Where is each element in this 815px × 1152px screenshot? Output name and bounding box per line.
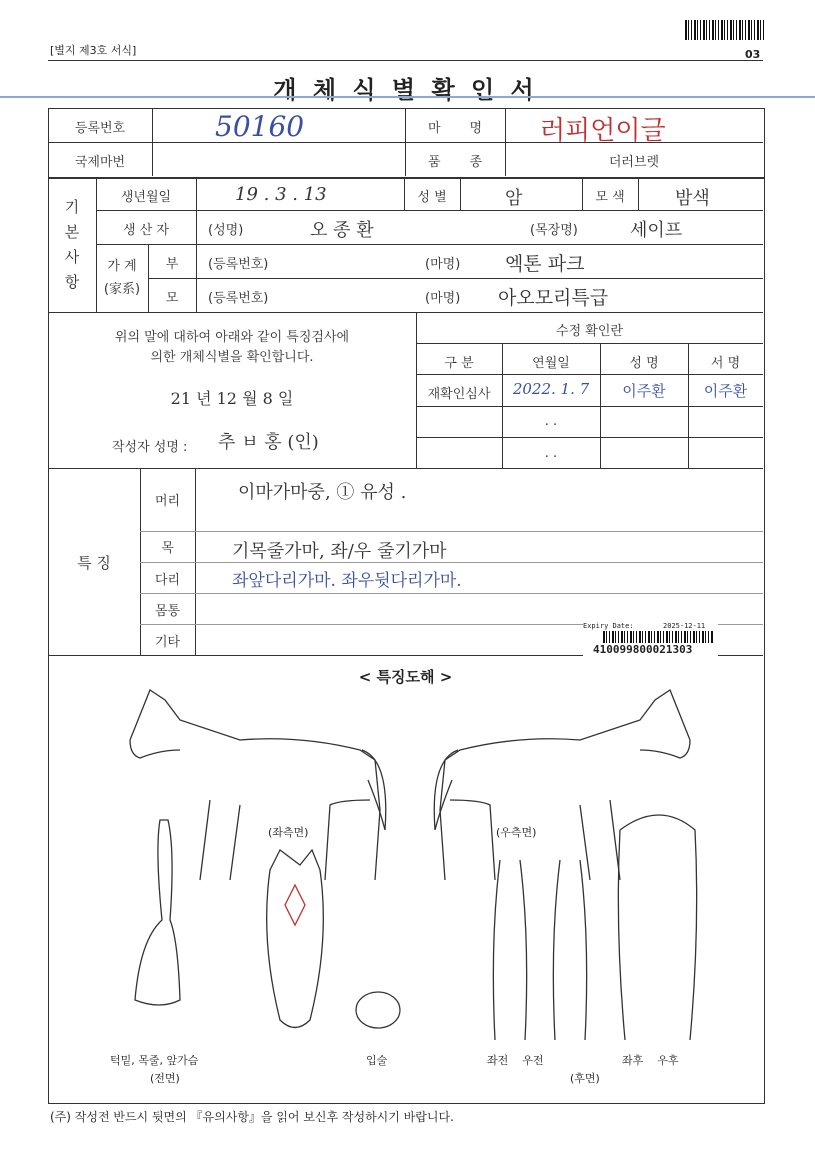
- sex-value: 암: [505, 188, 523, 209]
- sticker-barcode: [603, 631, 713, 643]
- front-chest-outline: [135, 820, 180, 1005]
- head-value: 이마가마중, ① 유성 .: [238, 482, 407, 503]
- right-side-caption: (우측면): [496, 826, 537, 839]
- basic-section-label: 기본사항: [64, 198, 80, 291]
- right-horse-outline: [440, 690, 690, 880]
- revision-row-date: . .: [544, 414, 558, 429]
- front-legs-caption: 좌전 우전: [487, 1054, 544, 1067]
- blue-guide-line: [0, 96, 815, 98]
- hind-legs-caption: 좌후 우후: [622, 1054, 679, 1067]
- statement-line1: 위의 말에 대하여 아래와 같이 특징검사에: [114, 330, 350, 345]
- left-horse-tail: [362, 750, 386, 830]
- revision-col-sign: 서 명: [710, 356, 741, 371]
- front-view-caption: (전면): [150, 1072, 180, 1085]
- sire-name-hint: (마명): [425, 257, 461, 272]
- page-title: 개 체 식 별 확 인 서: [273, 76, 538, 104]
- confirmation-date: 21 년 12 월 8 일: [170, 389, 294, 408]
- other-label: 기타: [154, 635, 181, 650]
- revision-row-date: . .: [544, 446, 558, 461]
- left-horse-outline: [130, 690, 380, 880]
- dam-name-hint: (마명): [425, 291, 461, 306]
- form-label: [별지 제3호 서식]: [50, 44, 137, 57]
- dam-reg-hint: (등록번호): [208, 291, 269, 306]
- birth-label: 생년월일: [120, 190, 172, 205]
- diagram-heading: < 특징도해 >: [358, 668, 453, 686]
- top-barcode: [685, 20, 765, 40]
- revision-col-name: 성 명: [629, 356, 659, 371]
- sire-label: 부: [165, 257, 179, 272]
- breed-label: 품 종: [427, 155, 483, 170]
- revision-row-name: 이주환: [622, 382, 666, 400]
- head-label: 머리: [154, 494, 181, 509]
- front-head-outline: [267, 850, 324, 1028]
- dam-label: 모: [165, 291, 179, 306]
- body-label: 몸통: [154, 604, 181, 619]
- revision-row-category: 재확인심사: [427, 387, 491, 402]
- horse-name-value: 러피언이글: [540, 116, 666, 146]
- dam-name-value: 아오모리특급: [498, 287, 609, 309]
- title-top-rule: [48, 60, 763, 61]
- star-marking: [285, 885, 305, 925]
- legs-value: 좌앞다리가마. 좌우뒷다리가마.: [232, 571, 462, 591]
- sticker-code: 410099800021303: [593, 643, 693, 656]
- lineage-sub: (家系): [103, 282, 141, 297]
- features-section-label: 특 징: [77, 554, 111, 572]
- horse-diagram: [100, 680, 720, 1080]
- lineage-label: 가 계: [107, 259, 137, 274]
- revision-heading: 수정 확인란: [556, 324, 623, 339]
- revision-row-sign: 이주환: [703, 382, 748, 400]
- color-label: 모 색: [595, 190, 625, 205]
- sex-label: 성 별: [417, 190, 447, 205]
- statement-line2: 의한 개체식별을 확인합니다.: [150, 350, 314, 365]
- producer-name-hint: (성명): [208, 223, 244, 238]
- muzzle-caption: 입술: [366, 1054, 388, 1067]
- rear-view-caption: (후면): [570, 1072, 600, 1085]
- legs-label: 다리: [154, 573, 181, 588]
- expiry-value: 2025-12-11: [663, 622, 706, 630]
- reg-no-label: 등록번호: [74, 121, 126, 136]
- page-number: 03: [745, 48, 761, 61]
- sire-reg-hint: (등록번호): [208, 257, 269, 272]
- neck-chest-caption: 턱밑, 목줄, 앞가슴: [110, 1054, 199, 1067]
- left-side-caption: (좌측면): [268, 826, 309, 839]
- birth-value: 19 . 3 . 13: [235, 184, 327, 205]
- sire-name-value: 엑톤 파크: [505, 253, 585, 275]
- footer-note: (주) 작성전 반드시 뒷면의 『유의사항』을 읽어 보신후 작성하시기 바랍니다.: [50, 1110, 454, 1124]
- reg-no-value: 50160: [215, 110, 305, 143]
- right-horse-tail: [434, 750, 458, 830]
- breed-value: 더러브렛: [608, 155, 660, 170]
- farm-hint: (목장명): [530, 223, 578, 238]
- author-label: 작성자 성명 :: [112, 440, 188, 455]
- expiry-label: Expiry Date:: [583, 622, 634, 630]
- farm-value: 세이프: [630, 220, 683, 241]
- hind-view-outline: [618, 815, 696, 1040]
- expiry-sticker: [583, 622, 718, 658]
- revision-col-category: 구 분: [444, 356, 474, 371]
- producer-label: 생 산 자: [123, 223, 169, 238]
- producer-name-value: 오 종 환: [310, 220, 374, 241]
- front-legs-outline: [493, 860, 586, 1040]
- muzzle-outline: [356, 992, 400, 1028]
- revision-row-date: 2022. 1. 7: [512, 380, 590, 398]
- horse-name-label: 마 명: [427, 121, 483, 136]
- author-value: 추 ㅂ 홍 (인): [218, 432, 319, 453]
- color-value: 밤색: [675, 188, 710, 209]
- neck-value: 기목줄가마, 좌/우 줄기가마: [232, 541, 447, 562]
- revision-col-date: 연월일: [532, 356, 570, 371]
- intl-no-label: 국제마번: [74, 155, 126, 170]
- neck-label: 목: [161, 541, 174, 556]
